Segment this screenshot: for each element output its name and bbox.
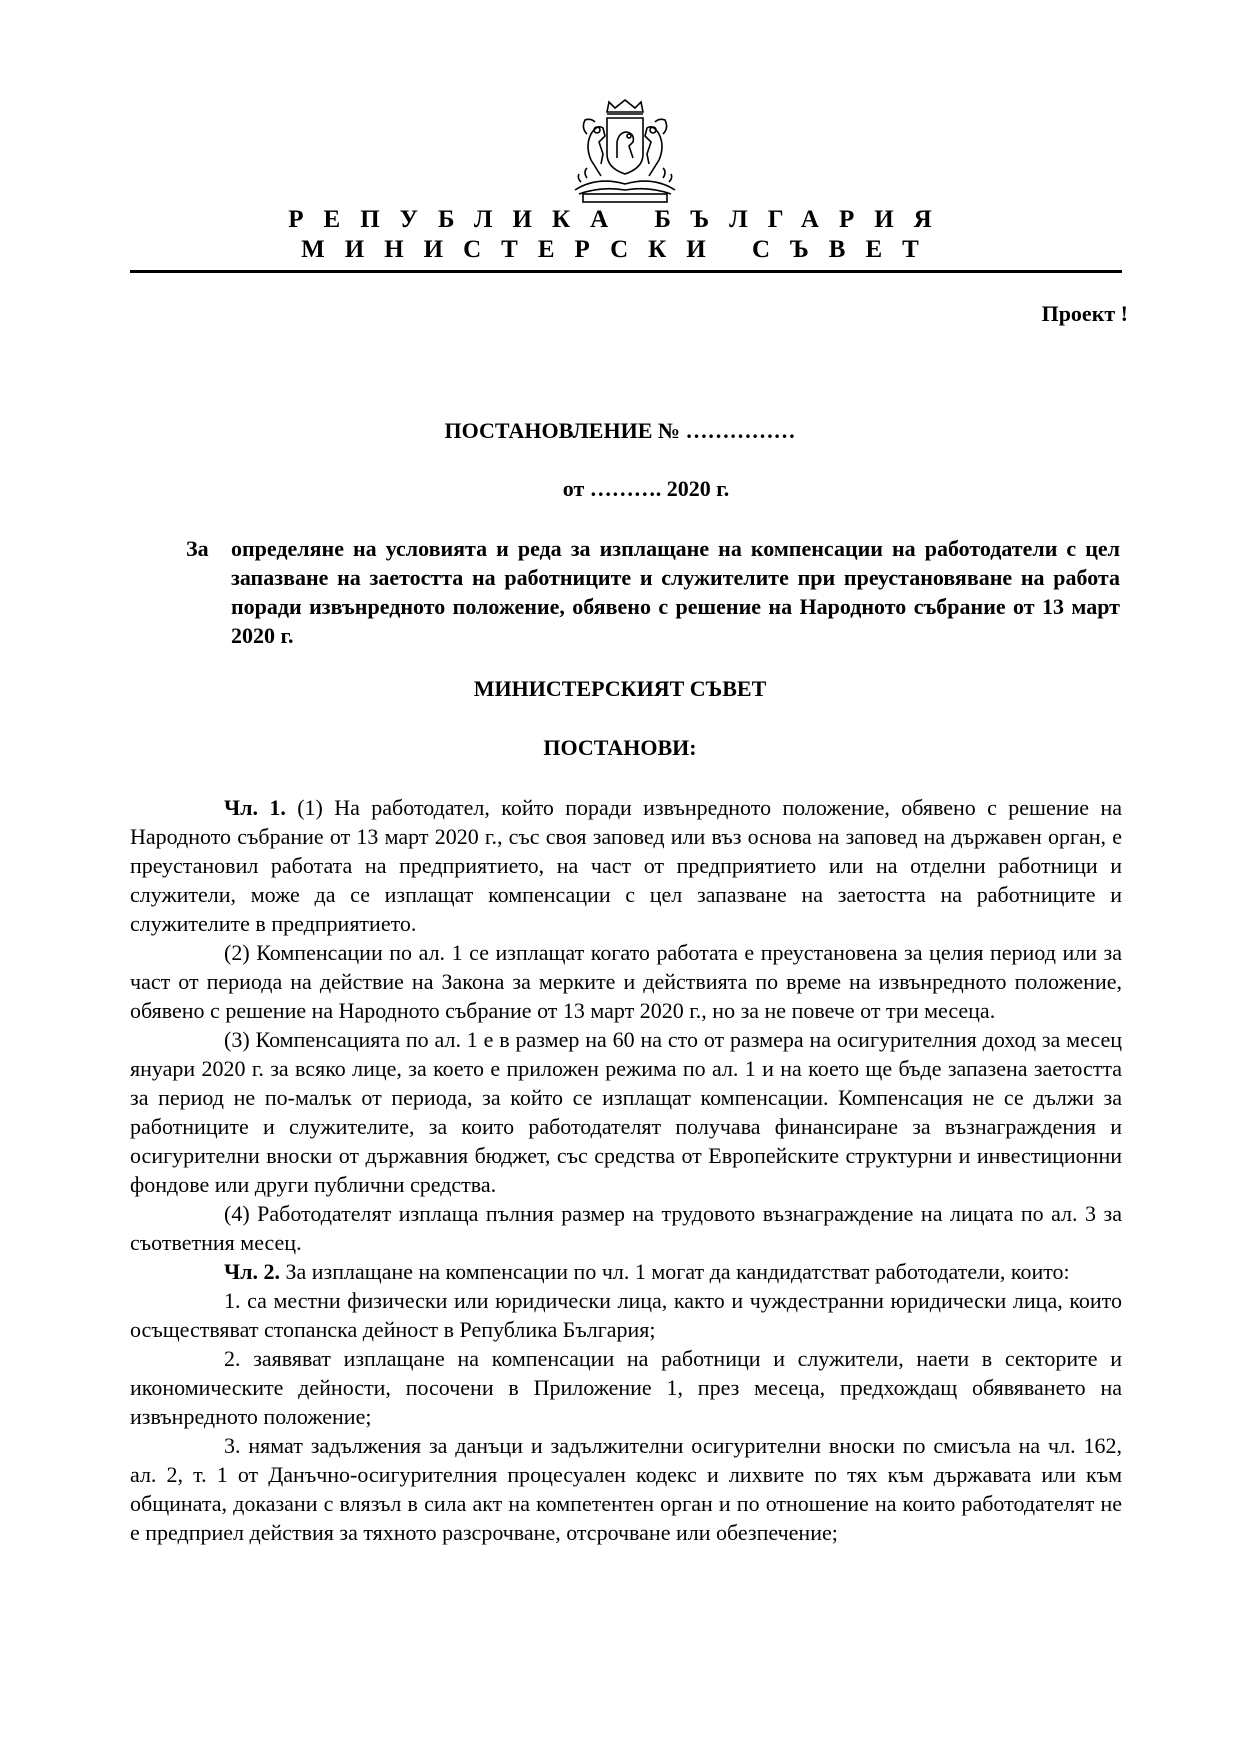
- article-1-paragraph-1: [130, 793, 1122, 938]
- draft-label: Проект !: [1041, 301, 1128, 326]
- coat-of-arms-emblem: [557, 98, 693, 204]
- article-1-label: Чл. 1.: [224, 795, 286, 820]
- header-divider: [130, 270, 1122, 273]
- article-1-paragraph-2: (2) Компенсации по ал. 1 се изплащат когато работата е преустановена за целия период или за част от периода на действие на Закона за мерките и действията по време на извънредното положение, обявено с решение на Народното събрание от 13 март 2020 г., но за не повече от три месеца.: [130, 940, 1122, 1023]
- article-2-item-1: 1. са местни физически или юридически лица, както и чуждестранни юридически лица, които осъществяват стопанска дейност в Република България;: [130, 1288, 1122, 1342]
- decree-date: от ………. 2020 г.: [562, 476, 730, 501]
- decree-title: ПОСТАНОВЛЕНИЕ № ……………: [444, 418, 796, 443]
- article-2-item-2: 2. заявяват изплащане на компенсации на работници и служители, наети в секторите и икономическите дейности, посочени в Приложение 1, през месеца, предхождащ обявяването на извънредното положение;: [130, 1346, 1122, 1429]
- council-heading: МИНИСТЕРСКИЯТ СЪВЕТ: [473, 676, 767, 701]
- decree-body: [130, 793, 1122, 1547]
- subject-text: определяне на условията и реда за изплащане на компенсации на работодатели с цел запазване на заетостта на работниците и служителите при преустановяване на работа поради извънредното положение, обявено с решение на Народното събрание от 13 март 2020 г.: [231, 536, 1120, 648]
- article-2-intro: [130, 1257, 1122, 1286]
- subject-label: За: [186, 536, 209, 561]
- article-1-paragraph-1-text: (1) На работодател, който поради извънредното положение, обявено с решение на Народното събрание от 13 март 2020 г., със своя заповед или въз основа на заповед на държавен орган, е преустановил работата на предприятието, на част от предприятието или на отделни работници и служители, може да се изплащат компенсации с цел запазване на заетостта на работниците и служителите в предприятието.: [130, 795, 1122, 936]
- header-republic: РЕПУБЛИКА БЪЛГАРИЯ: [288, 206, 952, 233]
- article-1-paragraph-4: (4) Работодателят изплаща пълния размер на трудовото възнаграждение на лицата по ал. 3 за съответния месец.: [130, 1201, 1122, 1255]
- header-council: МИНИСТЕРСКИ СЪВЕТ: [301, 236, 939, 263]
- article-1-paragraph-3: (3) Компенсацията по ал. 1 е в размер на 60 на сто от размера на осигурителния доход за месец януари 2020 г. за всяко лице, за което е приложен режима по ал. 1 и на което ще бъде запазена заетостта за период не по-малък от периода, за който се изплащат компенсации. Компенсация не се дължи за работниците и служителите, за които работодателят получава финансиране за възнаграждения и осигурителни вноски от държавния бюджет, със средства от Европейските структурни и инвестиционни фондове или други публични средства.: [130, 1027, 1122, 1197]
- article-2-intro-text: За изплащане на компенсации по чл. 1 могат да кандидатстват работодатели, които:: [280, 1259, 1070, 1284]
- article-2-label: Чл. 2.: [224, 1259, 280, 1284]
- resolves-heading: ПОСТАНОВИ:: [543, 735, 697, 760]
- article-2-item-3: 3. нямат задължения за данъци и задължителни осигурителни вноски по смисъла на чл. 162, ал. 2, т. 1 от Данъчно-осигурителния процесуален кодекс и лихвите по тях към държавата или към общината, доказани с влязъл в сила акт на компетентен орган и по отношение на които работодателят не е предприел действия за тяхното разсрочване, отсрочване или обезпечение;: [130, 1433, 1122, 1545]
- decree-subject: [186, 534, 1120, 650]
